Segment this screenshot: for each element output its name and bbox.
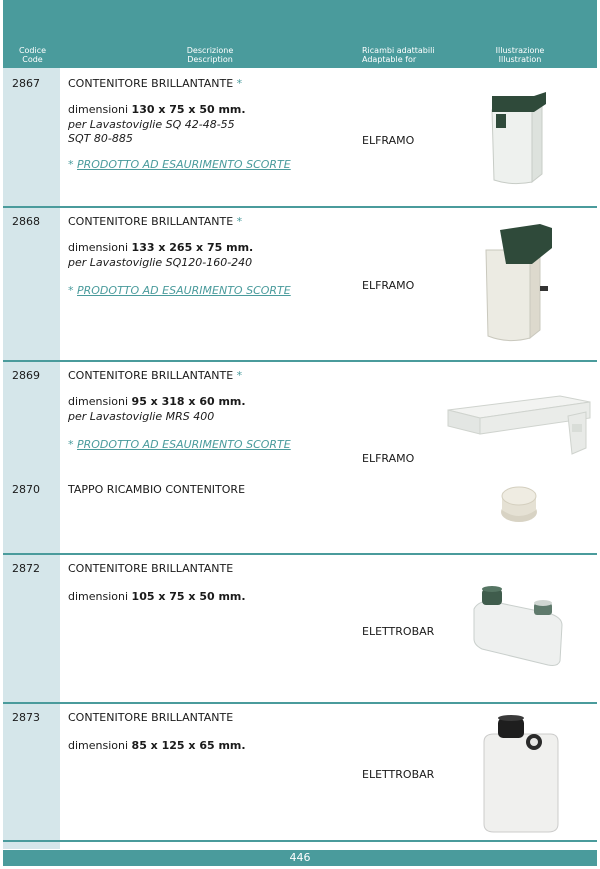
product-dimensions: dimensioni 85 x 125 x 65 mm. (68, 739, 246, 752)
stock-note-link[interactable]: PRODOTTO AD ESAURIMENTO SCORTE (77, 438, 291, 451)
row-divider (3, 206, 597, 208)
product-image-box-with-dark-lid (478, 90, 553, 190)
row-divider (3, 553, 597, 555)
row-divider (3, 702, 597, 704)
brand-label: ELFRAMO (362, 452, 415, 465)
brand-label: ELETTROBAR (362, 768, 435, 781)
row-divider (3, 840, 597, 842)
product-code: 2870 (12, 483, 40, 496)
code-column (3, 68, 60, 849)
product-usage: per Lavastoviglie SQ 42-48-55 (68, 118, 235, 131)
product-usage-2: SQT 80-885 (68, 132, 133, 145)
stock-note: * PRODOTTO AD ESAURIMENTO SCORTE (68, 438, 291, 451)
brand-label: ELETTROBAR (362, 625, 435, 638)
product-dimensions: dimensioni 105 x 75 x 50 mm. (68, 590, 246, 603)
product-name: CONTENITORE BRILLANTANTE (68, 711, 234, 724)
product-usage: per Lavastoviglie SQ120-160-240 (68, 256, 253, 269)
product-image-long-flat-container (440, 388, 595, 473)
product-code: 2872 (12, 562, 40, 575)
stock-note-link[interactable]: PRODOTTO AD ESAURIMENTO SCORTE (77, 158, 291, 171)
product-image-tall-container-dark-lid (478, 220, 558, 345)
product-image-container-two-caps (470, 585, 570, 670)
header-code: Codice Code (18, 46, 47, 64)
product-usage: per Lavastoviglie MRS 400 (68, 410, 215, 423)
product-code: 2873 (12, 711, 40, 724)
brand-label: ELFRAMO (362, 134, 415, 147)
product-name: CONTENITORE BRILLANTANTE * (68, 369, 243, 382)
product-name: CONTENITORE BRILLANTANTE * (68, 77, 243, 90)
product-code: 2868 (12, 215, 40, 228)
product-code: 2867 (12, 77, 40, 90)
stock-note-link[interactable]: PRODOTTO AD ESAURIMENTO SCORTE (77, 284, 291, 297)
header-description: Descrizione Description (186, 46, 234, 64)
product-name: TAPPO RICAMBIO CONTENITORE (68, 483, 246, 496)
stock-note: * PRODOTTO AD ESAURIMENTO SCORTE (68, 158, 291, 171)
header-adaptable: Ricambi adattabili Adaptable for (362, 46, 435, 64)
page-number: 446 (289, 851, 311, 864)
product-dimensions: dimensioni 133 x 265 x 75 mm. (68, 241, 254, 254)
row-divider (3, 360, 597, 362)
product-dimensions: dimensioni 95 x 318 x 60 mm. (68, 395, 246, 408)
header-illustration: Illustrazione Illustration (495, 46, 545, 64)
stock-note: * PRODOTTO AD ESAURIMENTO SCORTE (68, 284, 291, 297)
product-image-round-cap (494, 482, 544, 527)
product-name: CONTENITORE BRILLANTANTE * (68, 215, 243, 228)
brand-label: ELFRAMO (362, 279, 415, 292)
product-dimensions: dimensioni 130 x 75 x 50 mm. (68, 103, 246, 116)
product-image-jerrycan-container (476, 712, 566, 837)
product-code: 2869 (12, 369, 40, 382)
product-name: CONTENITORE BRILLANTANTE (68, 562, 234, 575)
